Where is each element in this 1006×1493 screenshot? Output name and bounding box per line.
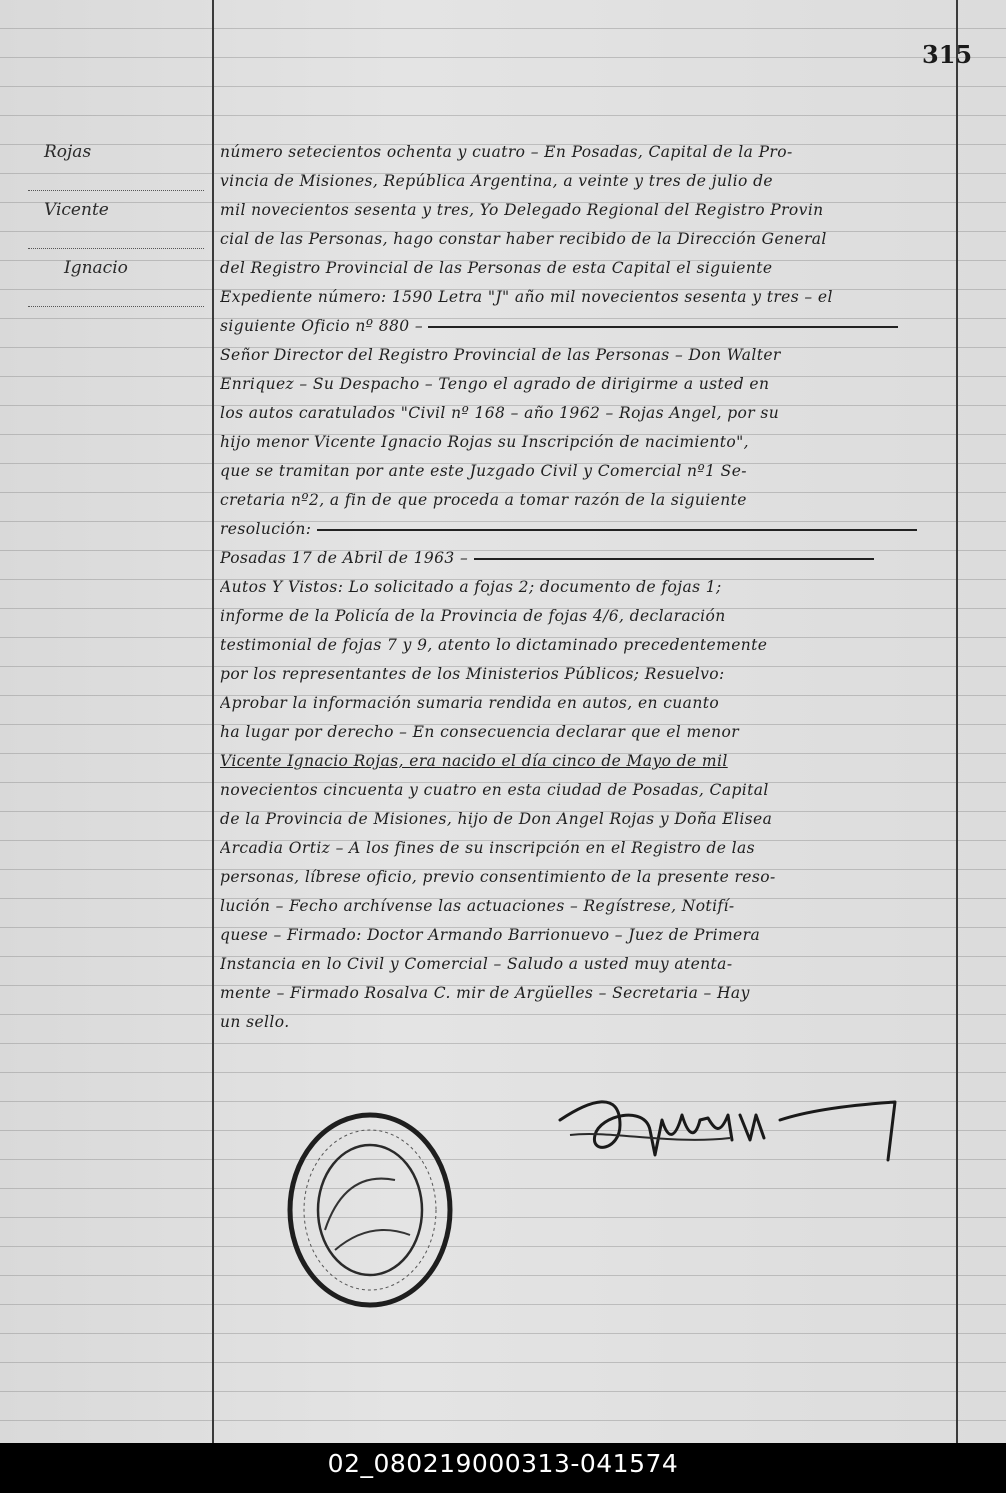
entry-line: informe de la Policía de la Provincia de fojas 4/6, declaración [220,607,726,625]
fill-dash [317,529,917,531]
entry-line: Instancia en lo Civil y Comercial – Saludo a usted muy atenta- [220,955,733,973]
entry-line-text: Posadas 17 de Abril de 1963 – [220,549,469,567]
entry-line: mil novecientos sesenta y tres, Yo Delegado Regional del Registro Provin [220,201,824,219]
entry-line: Expediente número: 1590 Letra "J" año mil novecientos sesenta y tres – el [220,288,833,306]
entry-line-with-dash [220,515,946,544]
margin-name-surname: Rojas [44,142,92,162]
entry-line-with-dash [220,544,946,573]
archive-reference-code: 02_080219000313-041574 [0,1443,1006,1493]
entry-line: de la Provincia de Misiones, hijo de Don Angel Rojas y Doña Eliseа [220,810,773,828]
margin-name-first: Vicente [44,200,109,220]
entry-line: Enriquez – Su Despacho – Tengo el agrado de dirigirme a usted en [220,375,770,393]
entry-line: Señor Director del Registro Provincial de las Personas – Don Walter [220,346,781,364]
entry-line: testimonial de fojas 7 y 9, atento lo dictaminado precedentemente [220,636,768,654]
entry-line: que se tramitan por ante este Juzgado Civil y Comercial nº1 Se- [220,462,747,480]
entry-line: lución – Fecho archívense las actuaciones – Regístrese, Notifí- [220,897,735,915]
entry-line: número setecientos ochenta y cuatro – En Posadas, Capital de la Pro- [220,143,793,161]
entry-line: del Registro Provincial de las Personas de esta Capital el siguiente [220,259,773,277]
handwritten-entry [220,138,946,1037]
entry-line: ha lugar por derecho – En consecuencia declarar que el menor [220,723,740,741]
fill-dash [474,558,874,560]
entry-line: los autos caratulados "Civil nº 168 – año 1962 – Rojas Angel, por su [220,404,780,422]
entry-line: Autos Y Vistos: Lo solicitado a fojas 2; documento de fojas 1; [220,578,722,596]
margin-dotted-line [28,306,204,308]
page-number: 315 [922,40,973,69]
right-rule [956,0,958,1443]
entry-line: Aprobar la información sumaria rendida en autos, en cuanto [220,694,720,712]
entry-line: Vicente Ignacio Rojas, era nacido el día cinco de Mayo de mil [220,752,728,770]
entry-line: novecientos cincuenta y cuatro en esta ciudad de Posadas, Capital [220,781,769,799]
entry-line: hijo menor Vicente Ignacio Rojas su Inscripción de nacimiento", [220,433,749,451]
entry-line: personas, líbrese oficio, previo consentimiento de la presente reso- [220,868,776,886]
entry-line: un sello. [220,1013,290,1031]
handwritten-signature [550,1080,910,1170]
entry-line: quese – Firmado: Doctor Armando Barrionuevo – Juez de Primera [220,926,761,944]
margin-rule [212,0,214,1443]
margin-dotted-line [28,190,204,192]
entry-line-text: siguiente Oficio nº 880 – [220,317,424,335]
entry-line-with-dash [220,312,946,341]
fill-dash [428,326,898,328]
margin-dotted-line [28,248,204,250]
entry-line: por los representantes de los Ministerios Públicos; Resuelvo: [220,665,725,683]
entry-line: Arcadia Ortiz – A los fines de su inscripción en el Registro de las [220,839,755,857]
official-seal [285,1110,455,1310]
entry-line: mente – Firmado Rosalva C. mir de Argüelles – Secretaria – Hay [220,984,750,1002]
margin-name-second: Ignacio [64,258,128,278]
entry-line: cretaria nº2, a fin de que proceda a tomar razón de la siguiente [220,491,747,509]
entry-line: cial de las Personas, hago constar haber recibido de la Dirección General [220,230,827,248]
entry-line-text: resolución: [220,520,312,538]
entry-line: vincia de Misiones, República Argentina, a veinte y tres de julio de [220,172,773,190]
